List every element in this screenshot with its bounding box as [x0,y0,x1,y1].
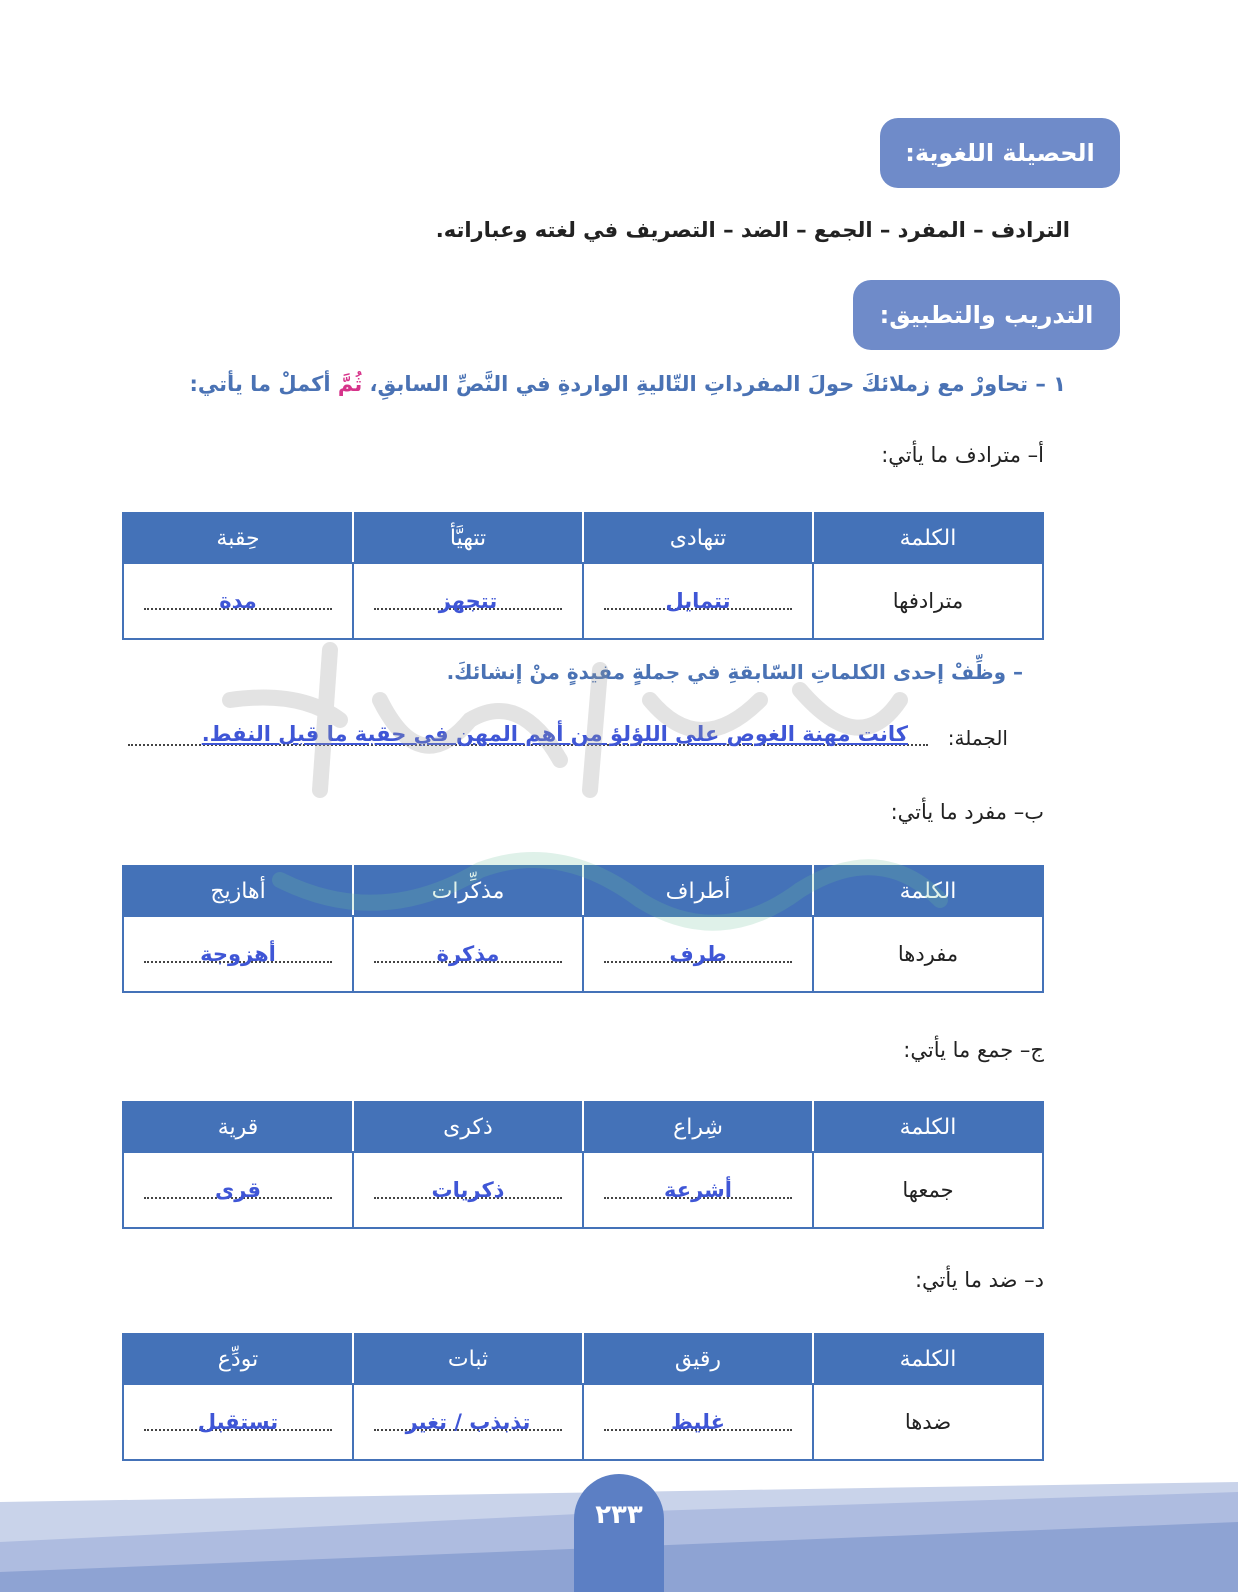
row-label: مفردها [813,916,1043,992]
answer-cell[interactable] [123,1384,353,1460]
exercise-instruction [190,372,1066,396]
table-header-cell: رقيق [583,1334,813,1384]
answer-cell[interactable] [583,916,813,992]
answer-text: تستقبل [197,1410,279,1434]
table-header-cell: تودِّع [123,1334,353,1384]
table-header-cell: أطراف [583,866,813,916]
answer-text: مذكرة [436,942,500,966]
table-header-cell: الكلمة [813,866,1043,916]
row-label: ضدها [813,1384,1043,1460]
answer-cell[interactable] [123,563,353,639]
answer-text: تتجهز [438,589,498,613]
answer-text: أشرعة [664,1178,732,1202]
answer-text: قرى [214,1178,262,1202]
page-number: ٢٣٣ [574,1474,664,1592]
table-header-cell: ذكرى [353,1102,583,1152]
answer-cell[interactable] [353,916,583,992]
answer-cell[interactable] [583,1384,813,1460]
sentence-label: الجملة: [947,726,1008,750]
table-header-cell: الكلمة [813,1102,1043,1152]
answer-cell[interactable] [123,1152,353,1228]
table-header-cell: أهازيج [123,866,353,916]
sentence-answer: كانت مهنة الغوص على اللؤلؤ من أهم المهن في حقبة ما قبل النفط. [201,722,908,746]
answer-cell[interactable] [353,1152,583,1228]
plurals-table [122,1101,1044,1229]
table-header-cell: تتهادى [583,513,813,563]
antonyms-table [122,1333,1044,1461]
instruction-text-2: أكملْ ما يأتي: [189,372,338,396]
table-header-cell: حِقبة [123,513,353,563]
sentence-line[interactable] [128,722,1008,758]
section-title-practice: التدريب والتطبيق: [853,280,1120,350]
answer-cell[interactable] [353,1384,583,1460]
table-header-cell: قرية [123,1102,353,1152]
table-c-title: ج– جمع ما يأتي: [903,1038,1044,1062]
answer-cell[interactable] [583,1152,813,1228]
answer-text: ذكريات [431,1178,505,1202]
answer-text: تتمايل [665,589,731,613]
singulars-table [122,865,1044,993]
row-label: جمعها [813,1152,1043,1228]
table-header-cell: ثبات [353,1334,583,1384]
table-a-title: أ– مترادف ما يأتي: [881,443,1044,467]
table-header-cell: شِراع [583,1102,813,1152]
exercise-number: ١ – [1035,372,1066,396]
table-header-cell: الكلمة [813,513,1043,563]
table-b-title: ب– مفرد ما يأتي: [890,800,1044,824]
answer-text: مدة [219,589,257,613]
vocabulary-topics: الترادف – المفرد – الجمع – الضد – التصريف في لغته وعباراته. [435,218,1070,242]
instruction-then: ثُمَّ [337,372,363,396]
answer-cell[interactable] [353,563,583,639]
usage-instruction: – وظِّفْ إحدى الكلماتِ السّابقةِ في جملةٍ مفيدةٍ منْ إنشائكَ. [446,660,1023,684]
row-label: مترادفها [813,563,1043,639]
table-header-cell: الكلمة [813,1334,1043,1384]
table-header-cell: مذكِّرات [353,866,583,916]
table-d-title: د– ضد ما يأتي: [914,1268,1044,1292]
answer-cell[interactable] [123,916,353,992]
section-title-vocabulary: الحصيلة اللغوية: [880,118,1120,188]
answer-text: أهزوجة [200,942,276,966]
table-header-cell: تتهيَّأ [353,513,583,563]
instruction-text-1: تحاورْ مع زملائكَ حولَ المفرداتِ التّاليةِ الواردةِ في النَّصِّ السابقِ، [362,372,1036,396]
answer-text: غليظ [671,1410,725,1434]
answer-text: تذبذب / تغير [405,1410,531,1434]
answer-text: طرف [669,942,727,966]
answer-cell[interactable] [583,563,813,639]
synonyms-table [122,512,1044,640]
